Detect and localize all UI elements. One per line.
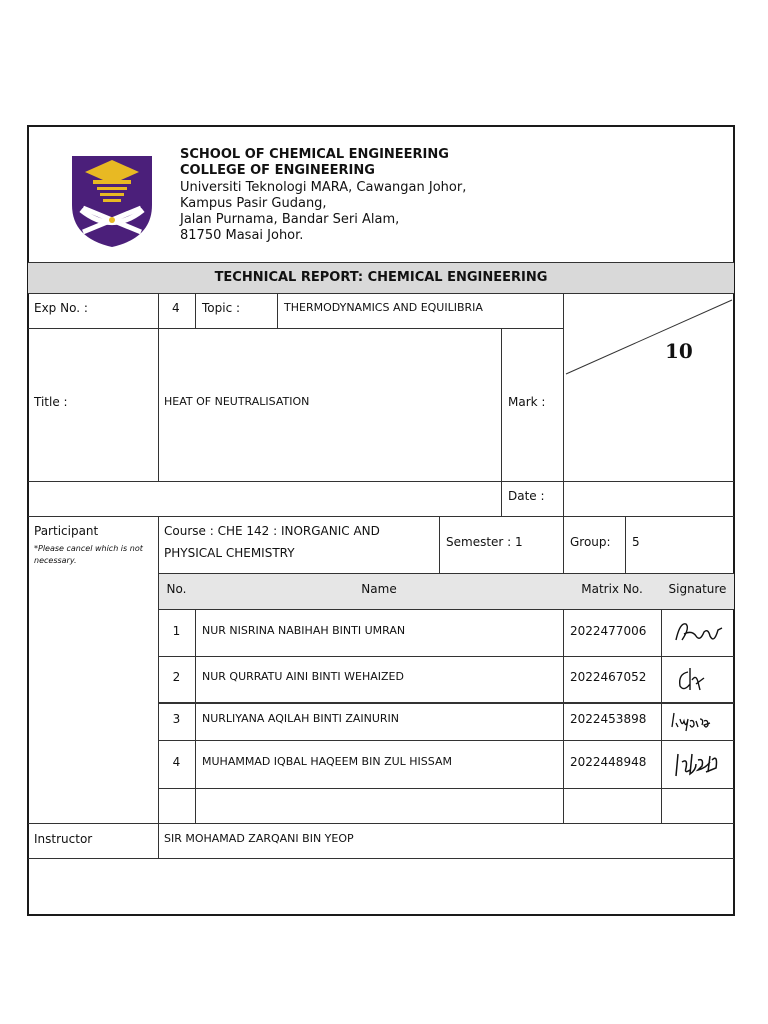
participant-note: *Please cancel which is not necessary.	[34, 544, 143, 565]
mark-diagonal	[564, 294, 734, 481]
group-value: 5	[632, 535, 640, 549]
school-name: SCHOOL OF CHEMICAL ENGINEERING	[180, 147, 449, 162]
mark-value: 10	[665, 339, 693, 363]
header-matrix: Matrix No.	[581, 582, 643, 596]
handwritten-signature-icon	[670, 746, 728, 784]
topic-label: Topic :	[202, 301, 241, 315]
header-signature: Signature	[668, 582, 727, 596]
course-line-1: Course : CHE 142 : INORGANIC AND	[164, 524, 380, 538]
row-name: MUHAMMAD IQBAL HAQEEM BIN ZUL HISSAM	[202, 755, 452, 768]
topic-value: THERMODYNAMICS AND EQUILIBRIA	[284, 301, 483, 314]
title-label: Title :	[34, 395, 68, 409]
participant-label: Participant	[34, 524, 99, 538]
row-no: 3	[172, 712, 181, 726]
row-matrix: 2022477006	[570, 624, 647, 638]
instructor-name: SIR MOHAMAD ZARQANI BIN YEOP	[164, 832, 354, 845]
row-matrix: 2022467052	[570, 670, 647, 684]
row-no: 4	[172, 755, 181, 769]
row-name: NURLIYANA AQILAH BINTI ZAINURIN	[202, 712, 400, 725]
course-line-2: PHYSICAL CHEMISTRY	[164, 546, 295, 560]
row-no: 1	[172, 624, 181, 638]
row-name: NUR QURRATU AINI BINTI WEHAIZED	[202, 670, 404, 683]
title-value: HEAT OF NEUTRALISATION	[164, 395, 310, 408]
address-line-4: 81750 Masai Johor.	[180, 228, 304, 243]
row-no: 2	[172, 670, 181, 684]
handwritten-signature-icon	[670, 614, 728, 650]
row-name: NUR NISRINA NABIHAH BINTI UMRAN	[202, 624, 406, 637]
address-line-3: Jalan Purnama, Bandar Seri Alam,	[180, 212, 400, 227]
report-title: TECHNICAL REPORT: CHEMICAL ENGINEERING	[214, 270, 548, 285]
handwritten-signature-icon	[670, 660, 728, 698]
address-line-2: Kampus Pasir Gudang,	[180, 196, 327, 211]
date-label: Date :	[508, 489, 545, 503]
header-no: No.	[166, 582, 187, 596]
group-label: Group:	[570, 535, 611, 549]
row-matrix: 2022448948	[570, 755, 647, 769]
uitm-crest-icon	[67, 150, 157, 250]
handwritten-signature-icon	[668, 705, 730, 735]
header-name: Name	[361, 582, 397, 596]
address-line-1: Universiti Teknologi MARA, Cawangan Johor,	[180, 180, 467, 195]
exp-no-label: Exp No. :	[34, 301, 88, 315]
mark-label: Mark :	[508, 395, 546, 409]
semester: Semester : 1	[446, 535, 523, 549]
exp-no-value: 4	[172, 301, 180, 315]
college-name: COLLEGE OF ENGINEERING	[180, 163, 375, 178]
instructor-label: Instructor	[34, 832, 93, 846]
row-matrix: 2022453898	[570, 712, 647, 726]
